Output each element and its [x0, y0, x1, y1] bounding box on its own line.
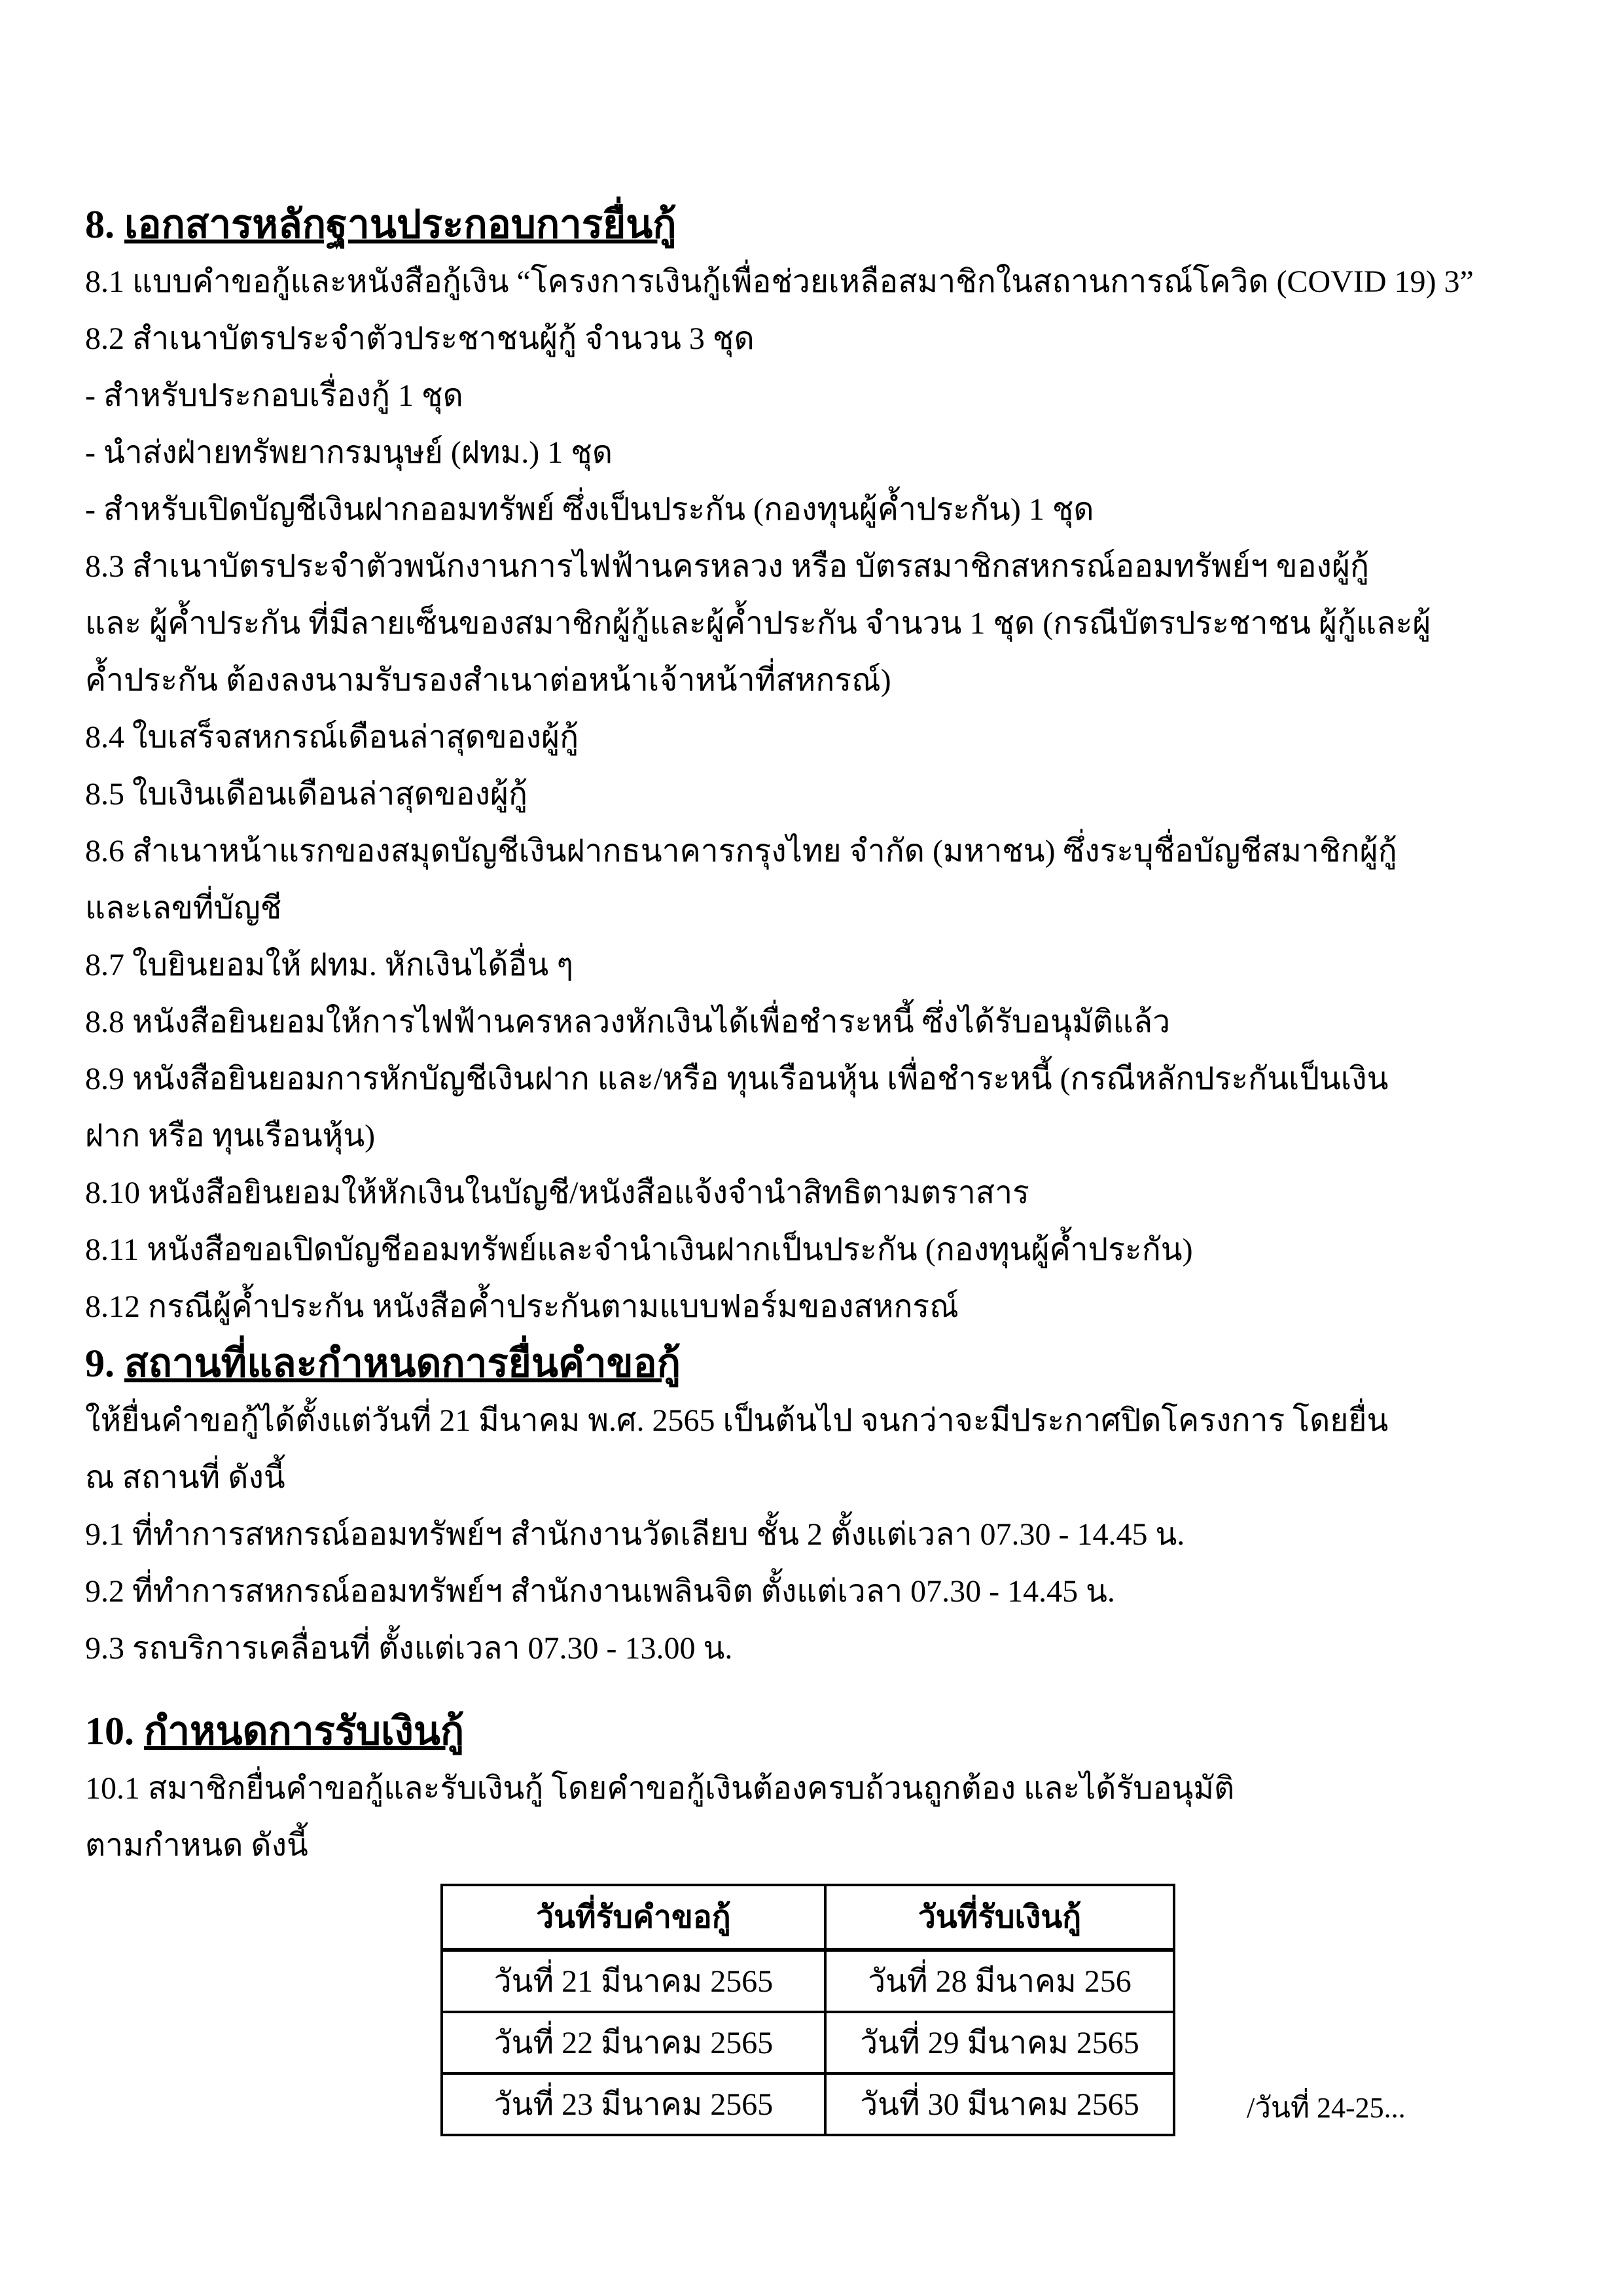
table-row: [442, 2012, 1174, 2073]
line-8-6: 8.6 สำเนาหน้าแรกของสมุดบัญชีเงินฝากธนาคารกรุงไทย จำกัด (มหาชน) ซึ่งระบุชื่อบัญชีสมาชิกผู้กู้: [85, 834, 1397, 869]
line-10-1-cont: ตามกำหนด ดังนี้: [85, 1828, 308, 1863]
line-9-intro: ให้ยื่นคำขอกู้ได้ตั้งแต่วันที่ 21 มีนาคม พ.ศ. 2565 เป็นต้นไป จนกว่าจะมีประกาศปิดโครงการ โดยยื่น: [85, 1403, 1389, 1438]
line-9-3: 9.3 รถบริการเคลื่อนที่ ตั้งแต่เวลา 07.30 - 13.00 น.: [85, 1631, 733, 1666]
table-cell-receive-date: วันที่ 30 มีนาคม 2565: [825, 2073, 1174, 2135]
line-9-1: 9.1 ที่ทำการสหกรณ์ออมทรัพย์ฯ สำนักงานวัดเลียบ ชั้น 2 ตั้งแต่เวลา 07.30 - 14.45 น.: [85, 1517, 1185, 1552]
table-header-receive-date: วันที่รับเงินกู้: [825, 1885, 1174, 1950]
line-9-intro-cont: ณ สถานที่ ดังนี้: [85, 1460, 285, 1495]
section-gap: [85, 1677, 1541, 1703]
line-8-6-cont: และเลขที่บัญชี: [85, 891, 282, 925]
loan-schedule-table: [440, 1884, 1175, 2136]
line-8-2-bullet-1: - สำหรับประกอบเรื่องกู้ 1 ชุด: [85, 378, 463, 413]
line-8-9: 8.9 หนังสือยินยอมการหักบัญชีเงินฝาก และ/หรือ ทุนเรือนหุ้น เพื่อชำระหนี้ (กรณีหลักประกันเป็นเงิน: [85, 1062, 1389, 1096]
line-8-3-cont-1: และ ผู้ค้ำประกัน ที่มีลายเซ็นของสมาชิกผู้กู้และผู้ค้ำประกัน จำนวน 1 ชุด (กรณีบัตรประชาชน ผู้กู้และผู้: [85, 606, 1431, 641]
document-body: [85, 196, 1541, 2136]
line-8-3-cont-2: ค้ำประกัน ต้องลงนามรับรองสำเนาต่อหน้าเจ้าหน้าที่สหกรณ์): [85, 663, 891, 698]
section-9-title: สถานที่และกำหนดการยื่นคำขอกู้: [124, 1342, 681, 1385]
table-cell-request-date: วันที่ 22 มีนาคม 2565: [442, 2012, 825, 2073]
table-cell-request-date: วันที่ 23 มีนาคม 2565: [442, 2073, 825, 2135]
line-8-3: 8.3 สำเนาบัตรประจำตัวพนักงานการไฟฟ้านครหลวง หรือ บัตรสมาชิกสหกรณ์ออมทรัพย์ฯ ของผู้กู้: [85, 549, 1370, 584]
section-8-title: เอกสารหลักฐานประกอบการยื่นกู้: [124, 203, 677, 246]
table-row: [442, 2073, 1174, 2135]
section-8-heading: [85, 196, 1541, 253]
line-8-9-cont: ฝาก หรือ ทุนเรือนหุ้น): [85, 1119, 376, 1153]
line-8-12: 8.12 กรณีผู้ค้ำประกัน หนังสือค้ำประกันตามแบบฟอร์มของสหกรณ์: [85, 1289, 959, 1324]
table-header-row: [442, 1885, 1174, 1950]
section-10-number: 10.: [85, 1710, 134, 1753]
line-8-1: 8.1 แบบคำขอกู้และหนังสือกู้เงิน “โครงการเงินกู้เพื่อช่วยเหลือสมาชิกในสถานการณ์โควิด (COVID 19) 3”: [85, 264, 1474, 299]
table-cell-request-date: วันที่ 21 มีนาคม 2565: [442, 1950, 825, 2012]
table-header-request-date: วันที่รับคำขอกู้: [442, 1885, 825, 1950]
line-8-2: 8.2 สำเนาบัตรประจำตัวประชาชนผู้กู้ จำนวน 3 ชุด: [85, 321, 755, 356]
line-8-8: 8.8 หนังสือยินยอมให้การไฟฟ้านครหลวงหักเงินได้เพื่อชำระหนี้ ซึ่งได้รับอนุมัติแล้ว: [85, 1005, 1171, 1039]
line-8-10: 8.10 หนังสือยินยอมให้หักเงินในบัญชี/หนังสือแจ้งจำนำสิทธิตามตราสาร: [85, 1175, 1029, 1210]
line-8-4: 8.4 ใบเสร็จสหกรณ์เดือนล่าสุดของผู้กู้: [85, 720, 579, 755]
line-8-2-bullet-2: - นำส่งฝ่ายทรัพยากรมนุษย์ (ฝทม.) 1 ชุด: [85, 435, 613, 470]
line-8-5: 8.5 ใบเงินเดือนเดือนล่าสุดของผู้กู้: [85, 777, 528, 812]
table-cell-receive-date: วันที่ 29 มีนาคม 2565: [825, 2012, 1174, 2073]
line-8-2-bullet-3: - สำหรับเปิดบัญชีเงินฝากออมทรัพย์ ซึ่งเป็นประกัน (กองทุนผู้ค้ำประกัน) 1 ชุด: [85, 492, 1094, 527]
section-9-heading: [85, 1335, 1541, 1392]
section-9-number: 9.: [85, 1342, 115, 1385]
section-10-heading: [85, 1703, 1541, 1760]
section-8-number: 8.: [85, 203, 115, 246]
table-row: [442, 1950, 1174, 2012]
line-8-11: 8.11 หนังสือขอเปิดบัญชีออมทรัพย์และจำนำเงินฝากเป็นประกัน (กองทุนผู้ค้ำประกัน): [85, 1232, 1193, 1267]
line-9-2: 9.2 ที่ทำการสหกรณ์ออมทรัพย์ฯ สำนักงานเพลินจิต ตั้งแต่เวลา 07.30 - 14.45 น.: [85, 1574, 1115, 1609]
section-10-title: กำหนดการรับเงินกู้: [144, 1710, 465, 1753]
line-10-1: 10.1 สมาชิกยื่นคำขอกู้และรับเงินกู้ โดยคำขอกู้เงินต้องครบถ้วนถูกต้อง และได้รับอนุมัติ: [85, 1771, 1235, 1806]
line-8-7: 8.7 ใบยินยอมให้ ฝทม. หักเงินได้อื่น ๆ: [85, 948, 574, 982]
table-cell-receive-date: วันที่ 28 มีนาคม 256: [825, 1950, 1174, 2012]
page-continuation-marker: /วันที่ 24-25...: [1247, 2092, 1406, 2124]
